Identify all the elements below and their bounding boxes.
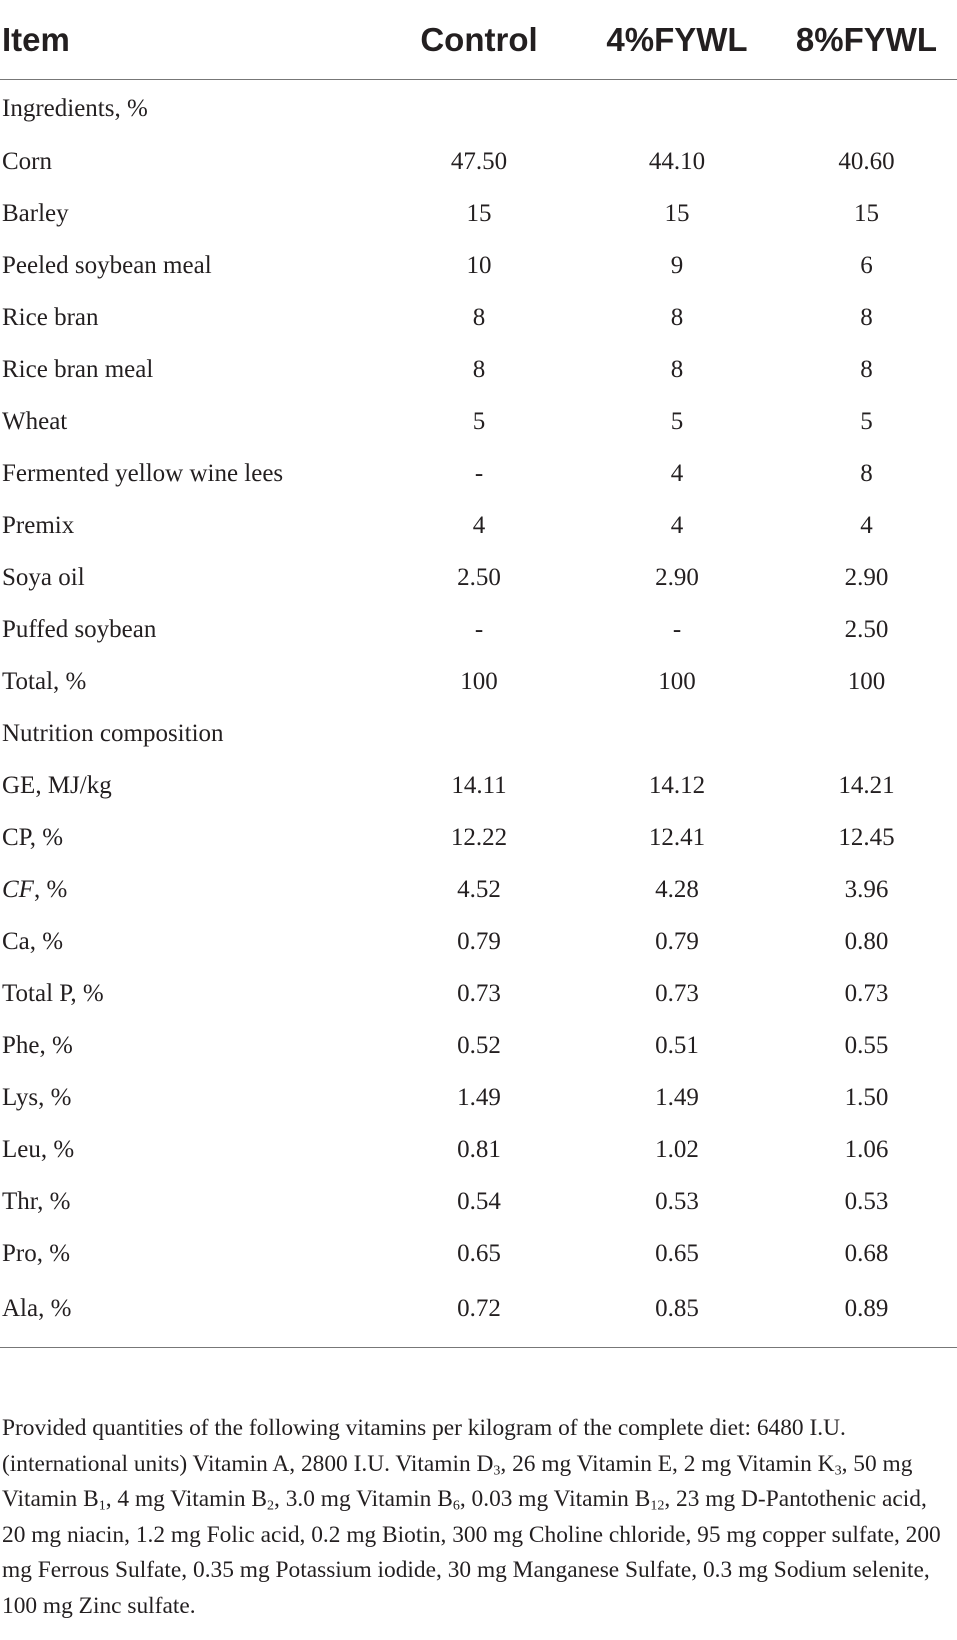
table-bottom-rule bbox=[0, 1347, 957, 1348]
row-control-cell: 8 bbox=[472, 356, 486, 383]
row-item-cell: Premix bbox=[2, 512, 75, 539]
row-control-cell: 0.81 bbox=[457, 1136, 501, 1163]
table-row bbox=[0, 136, 957, 188]
row-item-cell: Fermented yellow wine lees bbox=[2, 460, 284, 487]
row-4-fywl-cell: 8 bbox=[670, 304, 684, 331]
table-row bbox=[0, 1072, 957, 1124]
row-item-cell: CF, % bbox=[2, 876, 68, 903]
row-4-fywl-cell: 0.79 bbox=[655, 928, 699, 955]
row-4-fywl-cell: 12.41 bbox=[648, 824, 706, 851]
row-item-cell: Nutrition composition bbox=[2, 720, 224, 747]
row-item-cell: Puffed soybean bbox=[2, 616, 157, 643]
row-control-cell: 47.50 bbox=[450, 148, 508, 175]
row-control-cell: 10 bbox=[466, 252, 492, 279]
row-8-fywl-cell bbox=[776, 80, 957, 137]
row-item-cell: CP, % bbox=[2, 824, 64, 851]
row-item-cell: Ala, % bbox=[2, 1295, 72, 1322]
table-footnote bbox=[2, 1411, 942, 1625]
row-4-fywl-cell: 0.85 bbox=[655, 1295, 699, 1322]
table-row bbox=[0, 1176, 957, 1228]
row-4-fywl-cell: 0.65 bbox=[655, 1240, 699, 1267]
table-row bbox=[0, 80, 957, 137]
table-row bbox=[0, 1228, 957, 1280]
row-8-fywl-cell: 2.50 bbox=[844, 616, 889, 643]
row-item-cell: Thr, % bbox=[2, 1188, 71, 1215]
row-8-fywl-cell: 1.50 bbox=[844, 1084, 889, 1111]
table-row bbox=[0, 240, 957, 292]
header-row bbox=[0, 0, 957, 80]
row-control-cell: 5 bbox=[472, 408, 486, 435]
row-8-fywl-cell: 40.60 bbox=[838, 148, 895, 175]
row-8-fywl-cell: 1.06 bbox=[844, 1136, 889, 1163]
footnote-sub-5: 6 bbox=[452, 1497, 460, 1514]
header-item: Item bbox=[0, 0, 380, 80]
table-row bbox=[0, 916, 957, 968]
table-row bbox=[0, 344, 957, 396]
row-8-fywl-cell: 8 bbox=[860, 356, 873, 383]
table-row bbox=[0, 864, 957, 916]
row-4-fywl-cell: 14.12 bbox=[648, 772, 706, 799]
footnote-sub-6: 12 bbox=[650, 1497, 665, 1514]
table-header bbox=[0, 0, 957, 80]
row-item-cell: Pro, % bbox=[2, 1240, 71, 1267]
table-row bbox=[0, 760, 957, 812]
table-row bbox=[0, 500, 957, 552]
header-4-fywl: 4%FYWL bbox=[578, 0, 776, 80]
row-4-fywl-cell: 0.73 bbox=[655, 980, 699, 1007]
row-control-cell: 12.22 bbox=[450, 824, 508, 851]
row-8-fywl-cell: 12.45 bbox=[838, 824, 895, 851]
table-row bbox=[0, 448, 957, 500]
row-4-fywl-cell: 15 bbox=[664, 200, 690, 227]
cf-italic-label: CF bbox=[2, 876, 34, 903]
row-control-cell: 0.73 bbox=[457, 980, 501, 1007]
row-4-fywl-cell: 100 bbox=[658, 668, 696, 695]
table-row bbox=[0, 708, 957, 760]
table-row bbox=[0, 1280, 957, 1338]
table-row bbox=[0, 656, 957, 708]
footnote-sub-2: 3 bbox=[834, 1462, 842, 1479]
row-8-fywl-cell: 0.73 bbox=[844, 980, 889, 1007]
row-item-cell: Lys, % bbox=[2, 1084, 72, 1111]
table-row bbox=[0, 604, 957, 656]
row-4-fywl-cell: 4 bbox=[670, 460, 684, 487]
footnote-text-6: , 0.03 mg Vitamin B bbox=[459, 1486, 651, 1513]
row-control-cell: - bbox=[474, 616, 484, 643]
row-item-cell: Corn bbox=[2, 148, 52, 175]
row-item-cell: Leu, % bbox=[2, 1136, 75, 1163]
row-control-cell: 2.50 bbox=[457, 564, 501, 591]
row-item-cell: Total, % bbox=[2, 668, 87, 695]
row-4-fywl-cell: 9 bbox=[670, 252, 684, 279]
row-4-fywl-cell: 0.53 bbox=[655, 1188, 699, 1215]
row-control-cell: 0.72 bbox=[457, 1295, 501, 1322]
row-8-fywl-cell: 0.53 bbox=[844, 1188, 889, 1215]
table-row bbox=[0, 292, 957, 344]
row-control-cell: 4.52 bbox=[457, 876, 501, 903]
row-8-fywl-cell: 8 bbox=[860, 304, 873, 331]
row-control-cell: 0.54 bbox=[457, 1188, 501, 1215]
row-item-cell: Soya oil bbox=[2, 564, 85, 591]
footnote-sub-4: 2 bbox=[266, 1497, 274, 1514]
table-row bbox=[0, 968, 957, 1020]
row-4-fywl-cell bbox=[578, 80, 776, 137]
row-item-cell: Rice bran bbox=[2, 304, 99, 331]
row-8-fywl-cell: 100 bbox=[847, 668, 886, 695]
table-body bbox=[0, 80, 957, 1339]
row-4-fywl-cell: 0.51 bbox=[655, 1032, 699, 1059]
footnote-text-7: , 23 mg D-Pantothenic acid, 20 mg niacin, 1.2 mg Folic acid, 0.2 mg Biotin, 300 mg Choline chloride, 95 mg copper sulfate, 200 mg Ferrous Sulfate, 0.35 mg Potassium iodide, 30 mg Manganese Sulfate, 0.3 mg Sodium selenite, 100 mg Zinc sulfate. bbox=[2, 1486, 941, 1619]
row-8-fywl-cell bbox=[776, 708, 957, 760]
row-4-fywl-cell: 1.02 bbox=[655, 1136, 699, 1163]
row-8-fywl-cell: 3.96 bbox=[844, 876, 889, 903]
row-control-cell: 0.79 bbox=[457, 928, 501, 955]
footnote-sub-3: 1 bbox=[98, 1497, 106, 1514]
row-8-fywl-cell: 15 bbox=[854, 200, 879, 227]
row-4-fywl-cell: 44.10 bbox=[648, 148, 706, 175]
row-8-fywl-cell: 2.90 bbox=[844, 564, 889, 591]
row-control-cell bbox=[380, 80, 578, 137]
row-control-cell: 8 bbox=[472, 304, 486, 331]
table-row bbox=[0, 396, 957, 448]
footnote-text-4: , 4 mg Vitamin B bbox=[105, 1486, 267, 1513]
row-item-cell: Peeled soybean meal bbox=[2, 252, 212, 279]
row-control-cell bbox=[380, 708, 578, 760]
row-4-fywl-cell: 5 bbox=[670, 408, 684, 435]
footnote-sub-1: 3 bbox=[493, 1462, 501, 1479]
row-item-cell: GE, MJ/kg bbox=[2, 772, 112, 799]
row-control-cell: 1.49 bbox=[457, 1084, 501, 1111]
footnote-text-3: , 50 mg Vitamin B bbox=[2, 1450, 913, 1513]
row-8-fywl-cell: 0.89 bbox=[844, 1295, 889, 1322]
row-item-cell: Wheat bbox=[2, 408, 68, 435]
row-4-fywl-cell: 2.90 bbox=[655, 564, 699, 591]
row-control-cell: 4 bbox=[472, 512, 486, 539]
row-control-cell: 14.11 bbox=[451, 772, 507, 799]
table-row bbox=[0, 812, 957, 864]
row-8-fywl-cell: 14.21 bbox=[838, 772, 895, 799]
row-8-fywl-cell: 4 bbox=[860, 512, 873, 539]
row-control-cell: - bbox=[474, 460, 484, 487]
row-8-fywl-cell: 6 bbox=[860, 252, 873, 279]
row-item-cell: Barley bbox=[2, 200, 69, 227]
row-control-cell: 0.52 bbox=[457, 1032, 501, 1059]
row-8-fywl-cell: 0.80 bbox=[844, 928, 889, 955]
table-row bbox=[0, 552, 957, 604]
row-control-cell: 15 bbox=[466, 200, 492, 227]
row-4-fywl-cell: 8 bbox=[670, 356, 684, 383]
row-8-fywl-cell: 8 bbox=[860, 460, 873, 487]
row-4-fywl-cell: 4 bbox=[670, 512, 684, 539]
row-4-fywl-cell: 1.49 bbox=[655, 1084, 699, 1111]
row-item-cell: Total P, % bbox=[2, 980, 104, 1007]
row-item-cell: Ca, % bbox=[2, 928, 64, 955]
row-control-cell: 100 bbox=[460, 668, 498, 695]
header-8-fywl: 8%FYWL bbox=[776, 0, 957, 80]
row-8-fywl-cell: 0.68 bbox=[844, 1240, 889, 1267]
table-row bbox=[0, 1020, 957, 1072]
row-4-fywl-cell bbox=[578, 708, 776, 760]
row-8-fywl-cell: 5 bbox=[860, 408, 873, 435]
row-4-fywl-cell: 4.28 bbox=[655, 876, 699, 903]
row-item-cell: Phe, % bbox=[2, 1032, 73, 1059]
header-control: Control bbox=[380, 0, 578, 80]
row-item-cell: Rice bran meal bbox=[2, 356, 154, 383]
row-8-fywl-cell: 0.55 bbox=[844, 1032, 889, 1059]
table-row bbox=[0, 188, 957, 240]
footnote-text-1: Provided quantities of the following vitamins per kilogram of the complete diet: 6480 I.U. (international units) Vitamin A, 2800 I.U. Vitamin D bbox=[2, 1415, 846, 1477]
row-4-fywl-cell: - bbox=[672, 616, 682, 643]
footnote-text-2: , 26 mg Vitamin E, 2 mg Vitamin K bbox=[500, 1450, 835, 1477]
row-control-cell: 0.65 bbox=[457, 1240, 501, 1267]
row-item-cell: Ingredients, % bbox=[2, 95, 148, 122]
table-row bbox=[0, 1124, 957, 1176]
footnote-text-5: , 3.0 mg Vitamin B bbox=[274, 1486, 453, 1513]
